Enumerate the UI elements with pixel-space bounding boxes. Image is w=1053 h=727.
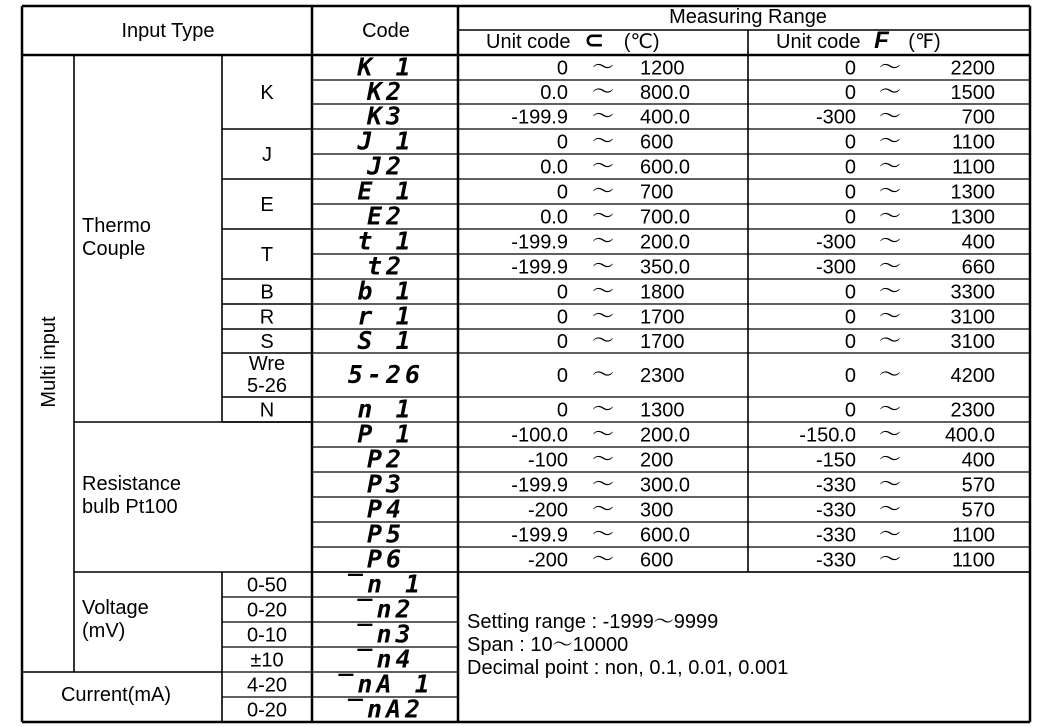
range-f-tilde: 〜 xyxy=(878,497,902,523)
range-f-tilde: 〜 xyxy=(878,254,902,280)
range-c-min: -199.9 xyxy=(511,524,568,547)
type-label: 4-20 xyxy=(246,674,288,697)
note-decimal-point: Decimal point : non, 0.1, 0.01, 0.001 xyxy=(467,657,789,679)
range-f-tilde: 〜 xyxy=(878,204,902,230)
range-c-max: 1300 xyxy=(640,399,685,422)
range-f-min: 0 xyxy=(844,131,856,154)
range-c-max: 300 xyxy=(640,499,674,522)
range-f-tilde: 〜 xyxy=(878,472,902,498)
group-voltage-line1: Voltage xyxy=(82,597,149,619)
range-f-tilde: 〜 xyxy=(878,329,902,354)
range-c-max: 1800 xyxy=(640,281,685,304)
range-c-tilde: 〜 xyxy=(591,547,615,573)
code-label: n 1 xyxy=(357,394,415,424)
range-c-max: 200 xyxy=(640,449,674,472)
code-label: ̅nA 1 xyxy=(338,669,434,699)
code-label: K2 xyxy=(366,77,406,106)
type-label: 0-20 xyxy=(246,599,288,622)
type-label: N xyxy=(259,399,275,422)
range-f-min: 0 xyxy=(844,181,856,204)
range-f-max: 4200 xyxy=(950,365,995,387)
code-label: P2 xyxy=(366,444,406,474)
code-label: E2 xyxy=(366,201,406,231)
range-f-tilde: 〜 xyxy=(878,55,902,81)
range-f-min: 0 xyxy=(844,399,856,422)
range-c-min: 0 xyxy=(556,131,568,154)
code-label: P5 xyxy=(366,519,406,549)
range-c-max: 600 xyxy=(640,131,674,154)
range-f-max: 2300 xyxy=(950,399,995,422)
unit-c-glyph: ⊂ xyxy=(584,27,605,54)
range-f-tilde: 〜 xyxy=(878,363,902,388)
range-f-tilde: 〜 xyxy=(878,397,902,423)
range-c-tilde: 〜 xyxy=(591,279,615,305)
range-c-min: 0.0 xyxy=(540,82,568,104)
header-unit-c xyxy=(486,27,660,54)
range-c-tilde: 〜 xyxy=(591,329,615,354)
range-c-max: 200.0 xyxy=(640,424,691,447)
code-label: ̅n2 xyxy=(357,594,415,624)
code-label: S 1 xyxy=(357,326,415,355)
range-f-max: 1100 xyxy=(951,549,995,572)
code-label: J2 xyxy=(366,151,406,181)
range-f-max: 1500 xyxy=(950,82,995,104)
range-c-max: 600.0 xyxy=(640,156,691,179)
range-c-tilde: 〜 xyxy=(591,304,615,330)
code-label: K 1 xyxy=(357,52,415,82)
range-c-min: -200 xyxy=(527,499,568,522)
code-label: t2 xyxy=(366,251,406,281)
range-c-tilde: 〜 xyxy=(591,363,615,388)
range-f-max: 1100 xyxy=(951,156,995,179)
range-f-tilde: 〜 xyxy=(878,547,902,573)
range-f-min: 0 xyxy=(844,306,856,329)
range-f-max: 400.0 xyxy=(944,424,995,447)
type-label: 0-10 xyxy=(246,624,288,647)
group-resistance-line1: Resistance xyxy=(82,473,181,495)
range-f-min: 0 xyxy=(844,57,856,80)
range-c-tilde: 〜 xyxy=(591,447,615,473)
range-f-tilde: 〜 xyxy=(878,522,902,548)
range-c-min: 0 xyxy=(556,306,568,329)
code-label: K3 xyxy=(366,101,406,131)
range-f-min: -150 xyxy=(815,449,856,472)
type-label: E xyxy=(260,194,274,216)
header-unit-f xyxy=(776,27,941,54)
range-c-min: -199.9 xyxy=(511,256,568,279)
range-c-min: 0.0 xyxy=(540,156,568,179)
range-c-max: 200.0 xyxy=(640,231,691,254)
type-label: J xyxy=(262,144,272,166)
range-c-tilde: 〜 xyxy=(591,80,615,105)
group-voltage-line2: (mV) xyxy=(82,620,126,642)
header-input-type: Input Type xyxy=(121,20,215,42)
type-label: 0-50 xyxy=(246,574,288,597)
group-thermo-line2: Couple xyxy=(82,238,146,260)
range-f-max: 3100 xyxy=(950,331,995,353)
unit-f-unit: (℉) xyxy=(908,31,941,53)
range-c-max: 600.0 xyxy=(640,524,691,547)
unit-f-glyph: F xyxy=(874,27,889,54)
range-f-tilde: 〜 xyxy=(878,104,902,130)
range-c-min: 0 xyxy=(556,399,568,422)
code-label: 5-26 xyxy=(347,360,425,389)
range-c-max: 300.0 xyxy=(640,474,691,497)
code-label: P4 xyxy=(366,494,406,524)
range-c-min: 0 xyxy=(556,181,568,204)
range-f-min: 0 xyxy=(844,206,856,229)
range-f-min: -300 xyxy=(815,256,856,279)
range-c-tilde: 〜 xyxy=(591,497,615,523)
range-f-max: 400 xyxy=(961,449,995,472)
range-c-tilde: 〜 xyxy=(591,229,615,255)
code-label: ̅nA2 xyxy=(347,694,425,724)
range-f-tilde: 〜 xyxy=(878,447,902,473)
range-f-min: -300 xyxy=(815,231,856,254)
range-f-tilde: 〜 xyxy=(878,129,902,155)
range-c-max: 1700 xyxy=(640,331,685,353)
range-c-tilde: 〜 xyxy=(591,422,615,448)
type-label: 5-26 xyxy=(246,375,288,397)
range-f-tilde: 〜 xyxy=(878,179,902,205)
range-f-tilde: 〜 xyxy=(878,279,902,305)
range-c-tilde: 〜 xyxy=(591,204,615,230)
range-c-max: 350.0 xyxy=(640,256,691,279)
range-c-tilde: 〜 xyxy=(591,55,615,81)
range-f-max: 400 xyxy=(961,231,995,254)
range-c-max: 2300 xyxy=(640,365,685,387)
type-label: T xyxy=(260,244,274,266)
type-label: B xyxy=(260,281,274,304)
range-f-max: 660 xyxy=(961,256,995,279)
range-c-max: 700 xyxy=(640,181,674,204)
type-label: 0-20 xyxy=(246,699,288,722)
code-label: b 1 xyxy=(357,276,415,306)
code-label: ̅n 1 xyxy=(347,569,425,599)
range-f-min: -300 xyxy=(815,106,856,129)
range-f-max: 700 xyxy=(961,106,995,129)
range-c-max: 1700 xyxy=(640,306,685,329)
range-f-min: 0 xyxy=(844,331,856,353)
range-c-max: 1200 xyxy=(640,57,685,80)
range-f-min: 0 xyxy=(844,156,856,179)
range-f-min: -150.0 xyxy=(799,424,856,447)
range-c-min: -100 xyxy=(527,449,568,472)
range-f-min: 0 xyxy=(844,82,856,104)
unit-f-label: Unit code xyxy=(776,31,861,53)
code-label: P6 xyxy=(366,544,406,574)
header-code: Code xyxy=(362,20,410,42)
type-label: R xyxy=(259,306,275,329)
range-f-min: -330 xyxy=(815,549,856,572)
range-c-max: 700.0 xyxy=(640,206,691,229)
range-c-tilde: 〜 xyxy=(591,522,615,548)
code-label: P 1 xyxy=(357,419,415,449)
range-c-min: 0 xyxy=(556,365,568,387)
range-f-min: -330 xyxy=(815,499,856,522)
type-label: ±10 xyxy=(250,649,284,672)
range-c-min: 0 xyxy=(556,281,568,304)
group-current: Current(mA) xyxy=(60,684,172,706)
range-f-max: 570 xyxy=(961,499,995,522)
range-c-min: 0 xyxy=(556,57,568,80)
range-c-max: 600 xyxy=(640,549,674,572)
range-c-max: 800.0 xyxy=(640,82,691,104)
range-f-tilde: 〜 xyxy=(878,154,902,180)
range-f-tilde: 〜 xyxy=(878,422,902,448)
range-c-min: -200 xyxy=(527,549,568,572)
group-multi-input: Multi input xyxy=(38,316,60,408)
code-label: r 1 xyxy=(357,301,415,331)
range-f-tilde: 〜 xyxy=(878,304,902,330)
range-f-tilde: 〜 xyxy=(878,80,902,105)
range-f-min: -330 xyxy=(815,474,856,497)
range-c-min: -199.9 xyxy=(511,106,568,129)
range-f-min: 0 xyxy=(844,365,856,387)
range-c-tilde: 〜 xyxy=(591,129,615,155)
unit-c-unit: (℃) xyxy=(623,31,660,53)
range-f-max: 1300 xyxy=(950,181,995,204)
unit-c-label: Unit code xyxy=(486,31,571,53)
header-measuring-range: Measuring Range xyxy=(669,6,827,28)
range-c-min: 0 xyxy=(556,331,568,353)
range-c-tilde: 〜 xyxy=(591,397,615,423)
range-c-min: 0.0 xyxy=(540,206,568,229)
range-c-max: 400.0 xyxy=(640,106,691,129)
range-c-min: -100.0 xyxy=(511,424,568,447)
type-label: S xyxy=(260,331,274,353)
range-f-max: 1100 xyxy=(951,131,995,154)
range-c-tilde: 〜 xyxy=(591,254,615,280)
code-label: t 1 xyxy=(357,226,415,256)
range-c-tilde: 〜 xyxy=(591,472,615,498)
note-setting-range: Setting range : -1999〜9999 xyxy=(467,611,719,633)
code-label: E 1 xyxy=(357,176,415,206)
code-label: J 1 xyxy=(357,126,415,156)
range-f-max: 3100 xyxy=(950,306,995,329)
code-label: P3 xyxy=(366,469,406,499)
note-span: Span : 10〜10000 xyxy=(467,634,629,656)
type-label: K xyxy=(260,82,274,104)
range-f-min: -330 xyxy=(815,524,856,547)
group-resistance-line2: bulb Pt100 xyxy=(82,496,178,518)
code-label: ̅n4 xyxy=(357,644,415,674)
range-c-min: -199.9 xyxy=(511,231,568,254)
code-label: ̅n3 xyxy=(357,619,415,649)
range-f-min: 0 xyxy=(844,281,856,304)
range-f-max: 3300 xyxy=(950,281,995,304)
range-f-max: 1300 xyxy=(950,206,995,229)
range-f-max: 1100 xyxy=(951,524,995,547)
range-c-min: -199.9 xyxy=(511,474,568,497)
group-thermo-line1: Thermo xyxy=(82,215,151,237)
range-c-tilde: 〜 xyxy=(591,179,615,205)
range-f-tilde: 〜 xyxy=(878,229,902,255)
range-f-max: 2200 xyxy=(950,57,995,80)
type-label: Wre xyxy=(248,353,286,375)
range-c-tilde: 〜 xyxy=(591,104,615,130)
range-c-tilde: 〜 xyxy=(591,154,615,180)
range-f-max: 570 xyxy=(961,474,995,497)
